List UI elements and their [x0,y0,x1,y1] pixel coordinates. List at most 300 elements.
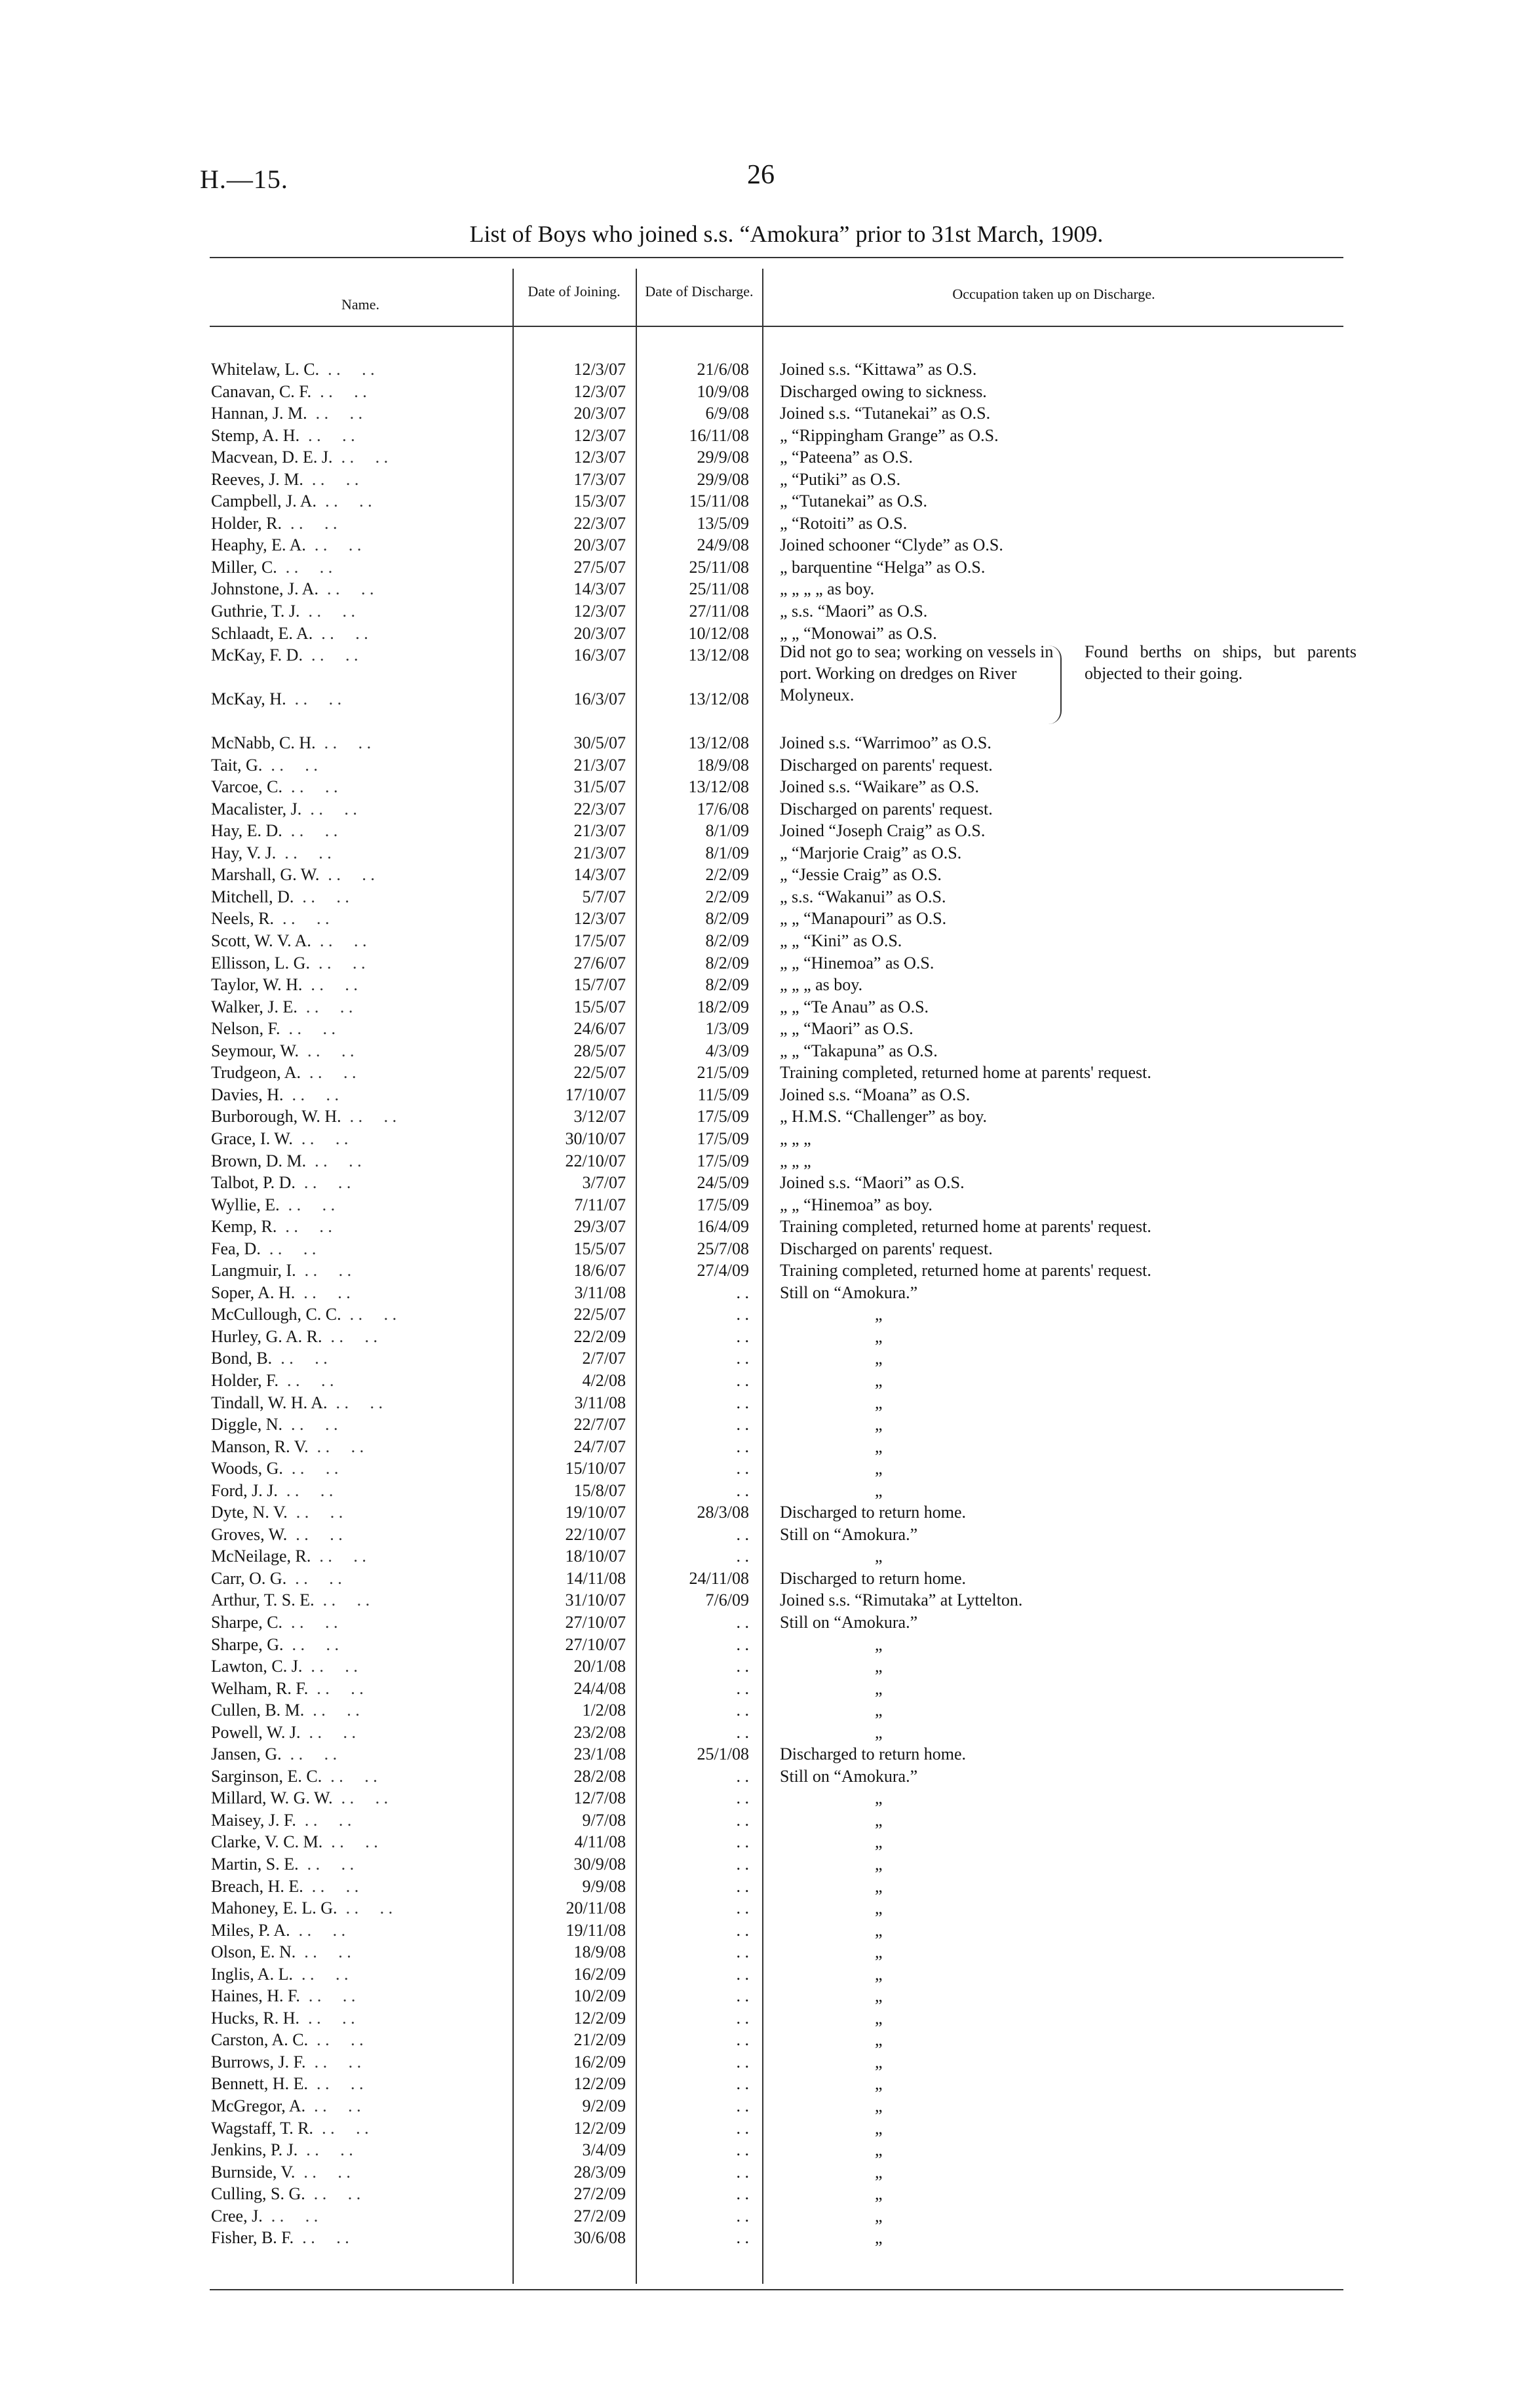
date-joining: 18/9/08 [573,1942,626,1962]
occupation: „ [875,1547,883,1566]
boy-name: Holder, R. . . [211,512,512,534]
table-row [0,1524,1540,1546]
date-discharge: 21/5/09 [697,1063,749,1083]
date-joining: 27/10/07 [565,1612,626,1632]
occupation: „ „ “Monowai” as O.S. [780,623,937,643]
date-joining: 12/3/07 [573,448,626,467]
table-row [0,2073,1540,2095]
occupation: Joined s.s. “Maori” as O.S. [780,1173,965,1193]
date-discharge: 17/5/09 [697,1151,749,1170]
date-discharge: . . [736,1436,749,1456]
table-row [0,688,1540,732]
date-discharge: 10/12/08 [688,623,749,643]
date-joining: 14/3/07 [573,579,626,599]
date-discharge: . . [736,1326,749,1346]
table-row [0,578,1540,600]
boy-name: Heaphy, E. A. . . [211,534,512,556]
date-discharge: 13/12/08 [688,733,749,753]
table-row [0,754,1540,777]
table-row [0,512,1540,535]
occupation: „ “Marjorie Craig” as O.S. [780,843,962,862]
date-discharge: . . [736,1678,749,1698]
date-joining: 16/3/07 [573,689,626,709]
table-row [0,798,1540,820]
column-header-occupation: Occupation taken up on Discharge. [952,286,1155,302]
date-joining: 15/5/07 [573,997,626,1016]
date-discharge: 18/9/08 [697,755,749,775]
date-discharge: 25/11/08 [689,557,749,577]
date-joining: 4/2/08 [582,1370,626,1390]
table-row [0,842,1540,864]
boy-name: Holder, F. . . [211,1370,512,1391]
date-discharge: . . [736,1986,749,2006]
date-discharge: . . [736,1810,749,1830]
occupation: „ “Putiki” as O.S. [780,469,901,489]
date-joining: 21/2/09 [573,2030,626,2050]
table-row [0,1282,1540,1304]
date-joining: 27/10/07 [565,1634,626,1654]
date-discharge: . . [736,1547,749,1566]
date-joining: 20/3/07 [573,623,626,643]
boy-name: Breach, H. E. . . [211,1876,512,1897]
occupation: „ „ “Hinemoa” as O.S. [780,953,934,972]
occupation: „ [875,1898,883,1918]
boy-name: Trudgeon, A. . . [211,1062,512,1083]
table-row [0,1634,1540,1656]
date-joining: 23/1/08 [573,1744,626,1764]
occupation: Still on “Amokura.” [780,1766,918,1786]
boy-name: Scott, W. V. A. . . [211,930,512,952]
boy-name: Brown, D. M. . . [211,1150,512,1172]
date-discharge: 8/2/09 [705,909,749,929]
boy-name: Jansen, G. . . [211,1743,512,1765]
date-joining: 15/10/07 [565,1459,626,1478]
date-discharge: 17/5/09 [697,1128,749,1148]
boy-name: Dyte, N. V. . . [211,1501,512,1523]
boy-name: Schlaadt, E. A. . . [211,623,512,644]
table-row [0,1062,1540,1084]
occupation: Joined s.s. “Waikare” as O.S. [780,777,980,797]
occupation: Still on “Amokura.” [780,1524,918,1544]
rule-header [210,326,1343,327]
table-row [0,864,1540,886]
date-joining: 10/2/09 [573,1986,626,2006]
boy-name: Macalister, J. . . [211,798,512,820]
column-header-joining: Date of Joining. [528,283,621,299]
date-discharge: . . [736,1349,749,1368]
occupation: Discharged on parents' request. [780,755,993,775]
boy-name: Hurley, G. A. R. . . [211,1326,512,1347]
boy-name: Tindall, W. H. A. . . [211,1392,512,1414]
boy-name: Martin, S. E. . . [211,1853,512,1875]
boy-name: Carston, A. C. . . [211,2029,512,2051]
date-discharge: 25/11/08 [689,579,749,599]
occupation: „ [875,1349,883,1368]
date-discharge: 17/5/09 [697,1107,749,1126]
table-row [0,556,1540,579]
date-discharge: 27/4/09 [697,1261,749,1281]
date-joining: 3/12/07 [573,1107,626,1126]
table-row [0,1303,1540,1326]
table-row [0,1436,1540,1458]
occupation: Discharged to return home. [780,1503,966,1522]
date-joining: 20/3/07 [573,535,626,555]
date-joining: 19/11/08 [566,1920,626,1940]
boy-name: McCullough, C. C. . . [211,1303,512,1325]
occupation: Still on “Amokura.” [780,1282,918,1302]
date-discharge: . . [736,1657,749,1676]
date-discharge: 13/5/09 [697,513,749,533]
date-discharge: . . [736,1524,749,1544]
date-discharge: . . [736,1855,749,1874]
table-row [0,1876,1540,1898]
date-discharge: . . [736,2052,749,2071]
date-joining: 5/7/07 [582,887,626,906]
boy-name: Culling, S. G. . . [211,2183,512,2205]
date-discharge: 17/5/09 [697,1195,749,1214]
date-discharge: 17/6/08 [697,799,749,818]
date-joining: 17/5/07 [573,931,626,951]
date-joining: 30/6/08 [573,2228,626,2248]
date-discharge: 7/6/09 [705,1590,749,1610]
boy-name: Sarginson, E. C. . . [211,1765,512,1787]
table-row [0,1743,1540,1765]
date-discharge: 8/2/09 [705,975,749,995]
date-joining: 24/7/07 [573,1436,626,1456]
boy-name: Cullen, B. M. . . [211,1699,512,1721]
occupation: „ „ “Takapuna” as O.S. [780,1041,938,1060]
date-discharge: . . [736,2140,749,2160]
date-discharge: . . [736,2074,749,2094]
date-joining: 31/5/07 [573,777,626,797]
date-discharge: 8/1/09 [705,843,749,862]
boy-name: Hay, E. D. . . [211,820,512,841]
date-discharge: . . [736,2228,749,2248]
table-row [0,1941,1540,1963]
date-discharge: 16/4/09 [697,1217,749,1237]
occupation: „ „ “Te Anau” as O.S. [780,997,929,1016]
date-joining: 12/7/08 [573,1788,626,1808]
occupation: „ [875,1393,883,1412]
table-row [0,425,1540,447]
table-row [0,1589,1540,1611]
date-discharge: . . [736,2162,749,2182]
boy-name: Canavan, C. F. . . [211,381,512,402]
boy-name: Fea, D. . . [211,1238,512,1260]
boy-name: Bond, B. . . [211,1347,512,1369]
brace [1049,645,1062,724]
date-discharge: 25/7/08 [697,1239,749,1258]
occupation: „ [875,2184,883,2204]
table-row [0,446,1540,469]
date-joining: 12/3/07 [573,909,626,929]
date-joining: 15/3/07 [573,491,626,511]
boy-name: Millard, W. G. W. . . [211,1787,512,1809]
date-joining: 4/11/08 [574,1832,626,1852]
occupation: „ „ „ „ as boy. [780,579,875,599]
occupation: „ [875,1788,883,1808]
date-discharge: . . [736,1282,749,1302]
occupation: „ [875,1305,883,1324]
occupation: „ [875,1415,883,1435]
occupation: „ [875,2118,883,2138]
date-discharge: . . [736,2008,749,2028]
date-discharge: . . [736,2118,749,2138]
boy-name: Varcoe, C. . . [211,776,512,798]
boy-name: McGregor, A. . . [211,2095,512,2117]
date-discharge: . . [736,1920,749,1940]
table-row [0,2007,1540,2030]
date-discharge: 2/2/09 [705,865,749,885]
occupation: Joined s.s. “Warrimoo” as O.S. [780,733,991,753]
boy-name: Bennett, H. E. . . [211,2073,512,2094]
occupation: „ [875,1964,883,1984]
date-discharge: . . [736,1788,749,1808]
table-row [0,1787,1540,1809]
date-discharge: . . [736,1832,749,1852]
boy-name: Manson, R. V. . . [211,1436,512,1457]
occupation: „ barquentine “Helga” as O.S. [780,557,986,577]
date-joining: 19/10/07 [565,1503,626,1522]
table-row [0,2183,1540,2205]
table-row [0,996,1540,1018]
date-joining: 22/7/07 [573,1415,626,1435]
occupation: „ [875,1326,883,1346]
date-discharge: . . [736,1634,749,1654]
boy-name: Fisher, B. F. . . [211,2227,512,2248]
table-row [0,381,1540,403]
boy-name: Groves, W. . . [211,1524,512,1545]
occupation: „ H.M.S. “Challenger” as boy. [780,1107,988,1126]
occupation: „ [875,1678,883,1698]
boy-name: Clarke, V. C. M. . . [211,1831,512,1853]
date-joining: 22/3/07 [573,513,626,533]
occupation: „ [875,1722,883,1742]
date-joining: 18/6/07 [573,1261,626,1281]
boy-name: Nelson, F. . . [211,1018,512,1039]
table-row [0,952,1540,974]
occupation: „ „ „ [780,1128,811,1148]
boy-name: Johnstone, J. A. . . [211,578,512,600]
boy-name: Sharpe, G. . . [211,1634,512,1655]
occupation: Joined s.s. “Rimutaka” at Lyttelton. [780,1590,1023,1610]
date-joining: 24/4/08 [573,1678,626,1698]
date-joining: 3/11/08 [574,1282,626,1302]
boy-name: Burnside, V. . . [211,2161,512,2183]
date-joining: 27/2/09 [573,2206,626,2225]
occupation: „ [875,1986,883,2006]
occupation: „ “Tutanekai” as O.S. [780,491,928,511]
date-joining: 30/5/07 [573,733,626,753]
occupation: „ [875,2140,883,2160]
boy-name: McKay, H. . . [211,688,512,710]
table-row [0,469,1540,491]
table-row [0,1722,1540,1744]
boy-name: Olson, E. N. . . [211,1941,512,1963]
table-row [0,1370,1540,1392]
boy-name: Cree, J. . . [211,2205,512,2227]
boy-name: Campbell, J. A. . . [211,490,512,512]
occupation: „ [875,2162,883,2182]
table-row [0,1326,1540,1348]
occupation: Training completed, returned home at parents' request. [780,1217,1151,1237]
occupation: „ [875,1370,883,1390]
boy-name: Sharpe, C. . . [211,1611,512,1633]
boy-name: Ford, J. J. . . [211,1480,512,1501]
table-row [0,1194,1540,1216]
date-joining: 23/2/08 [573,1722,626,1742]
date-joining: 12/2/09 [573,2008,626,2028]
date-joining: 21/3/07 [573,755,626,775]
table-row [0,1216,1540,1238]
occupation: „ [875,1920,883,1940]
date-joining: 16/3/07 [573,645,626,665]
note-main: Did not go to sea; working on vessels in port. Working on dredges on River Molyneux. [780,642,1054,704]
date-joining: 16/2/09 [573,1964,626,1984]
date-joining: 22/5/07 [573,1305,626,1324]
note-side: Found berths on ships, but parents objected to their going. [1085,642,1357,683]
table-row [0,1128,1540,1150]
column-header-discharge: Date of Discharge. [645,283,754,299]
boy-name: Whitelaw, L. C. . . [211,358,512,380]
occupation: Training completed, returned home at parents' request. [780,1063,1151,1083]
boy-name: Stemp, A. H. . . [211,425,512,446]
boy-name: Diggle, N. . . [211,1414,512,1435]
date-discharge: 8/2/09 [705,953,749,972]
table-row [0,1018,1540,1040]
table-row [0,1765,1540,1788]
date-discharge: . . [736,1370,749,1390]
page-number: 26 [747,160,775,190]
occupation: „ „ “Hinemoa” as boy. [780,1195,933,1214]
table-row [0,1260,1540,1282]
occupation: „ [875,2008,883,2028]
date-discharge: 24/11/08 [689,1568,749,1588]
date-discharge: 16/11/08 [689,425,749,445]
date-discharge: 24/5/09 [697,1173,749,1193]
date-joining: 30/10/07 [565,1128,626,1148]
date-discharge: . . [736,2184,749,2204]
boy-name: Arthur, T. S. E. . . [211,1589,512,1611]
boy-name: Miles, P. A. . . [211,1919,512,1941]
occupation: „ s.s. “Wakanui” as O.S. [780,887,946,906]
table-row [0,2227,1540,2249]
date-discharge: . . [736,2096,749,2116]
occupation: Joined s.s. “Tutanekai” as O.S. [780,404,991,423]
boy-name: Taylor, W. H. . . [211,974,512,995]
table-row [0,1985,1540,2007]
date-discharge: 8/2/09 [705,931,749,951]
date-joining: 20/11/08 [566,1898,626,1918]
boy-name: Burrows, J. F. . . [211,2051,512,2073]
date-discharge: . . [736,1942,749,1962]
date-joining: 3/11/08 [574,1393,626,1412]
page-title: List of Boys who joined s.s. “Amokura” prior to 31st March, 1909. [469,221,1104,247]
date-joining: 20/3/07 [573,404,626,423]
table-row [0,908,1540,930]
date-joining: 22/2/09 [573,1326,626,1346]
occupation: „ „ “Manapouri” as O.S. [780,909,947,929]
table-row [0,1568,1540,1590]
boy-name: Seymour, W. . . [211,1040,512,1062]
table-row [0,1831,1540,1853]
occupation: „ “Rippingham Grange” as O.S. [780,425,999,445]
occupation: „ [875,1480,883,1500]
table-row [0,2029,1540,2051]
table-row [0,2051,1540,2073]
date-joining: 22/10/07 [565,1151,626,1170]
occupation: „ „ “Kini” as O.S. [780,931,902,951]
date-joining: 9/7/08 [582,1810,626,1830]
date-discharge: 25/1/08 [697,1744,749,1764]
table-row [0,1501,1540,1524]
date-joining: 9/2/09 [582,2096,626,2116]
boy-name: Haines, H. F. . . [211,1985,512,2007]
document-code: H.—15. [200,164,288,194]
boy-name: Grace, I. W. . . [211,1128,512,1149]
boy-name: Hucks, R. H. . . [211,2007,512,2029]
date-discharge: 11/5/09 [697,1085,749,1104]
date-discharge: 10/9/08 [697,381,749,401]
occupation: Discharged owing to sickness. [780,381,987,401]
date-discharge: 4/3/09 [705,1041,749,1060]
date-joining: 12/3/07 [573,360,626,379]
boy-name: Powell, W. J. . . [211,1722,512,1743]
occupation: „ [875,1832,883,1852]
table-row [0,1414,1540,1436]
date-joining: 20/1/08 [573,1657,626,1676]
boy-name: Mahoney, E. L. G. . . [211,1897,512,1919]
date-joining: 14/11/08 [566,1568,626,1588]
boy-name: McNabb, C. H. . . [211,732,512,754]
rule-top [210,257,1343,258]
date-discharge: 28/3/08 [697,1503,749,1522]
table-row [0,1084,1540,1106]
date-discharge: 24/9/08 [697,535,749,555]
table-row [0,2117,1540,2140]
date-discharge: 29/9/08 [697,448,749,467]
occupation: „ [875,1942,883,1962]
date-joining: 12/2/09 [573,2118,626,2138]
date-discharge: . . [736,1964,749,1984]
occupation: Joined s.s. “Kittawa” as O.S. [780,360,977,379]
table-row [0,1238,1540,1260]
boy-name: Soper, A. H. . . [211,1282,512,1303]
date-discharge: . . [736,2030,749,2050]
occupation: Discharged on parents' request. [780,799,993,818]
date-discharge: . . [736,1612,749,1632]
table-row [0,1457,1540,1480]
boy-name: Davies, H. . . [211,1084,512,1106]
occupation: „ [875,1810,883,1830]
date-discharge: 18/2/09 [697,997,749,1016]
table-row [0,1963,1540,1986]
occupation: „ [875,1657,883,1676]
date-discharge: . . [736,1722,749,1742]
boy-name: Kemp, R. . . [211,1216,512,1237]
date-discharge: . . [736,1480,749,1500]
boy-name: Marshall, G. W. . . [211,864,512,885]
boy-name: Hannan, J. M. . . [211,402,512,424]
table-row [0,600,1540,623]
date-joining: 27/6/07 [573,953,626,972]
table-row [0,1809,1540,1832]
boy-name: Macvean, D. E. J. . . [211,446,512,468]
table-row [0,1392,1540,1414]
date-joining: 14/3/07 [573,865,626,885]
occupation: Discharged to return home. [780,1568,966,1588]
date-joining: 22/3/07 [573,799,626,818]
